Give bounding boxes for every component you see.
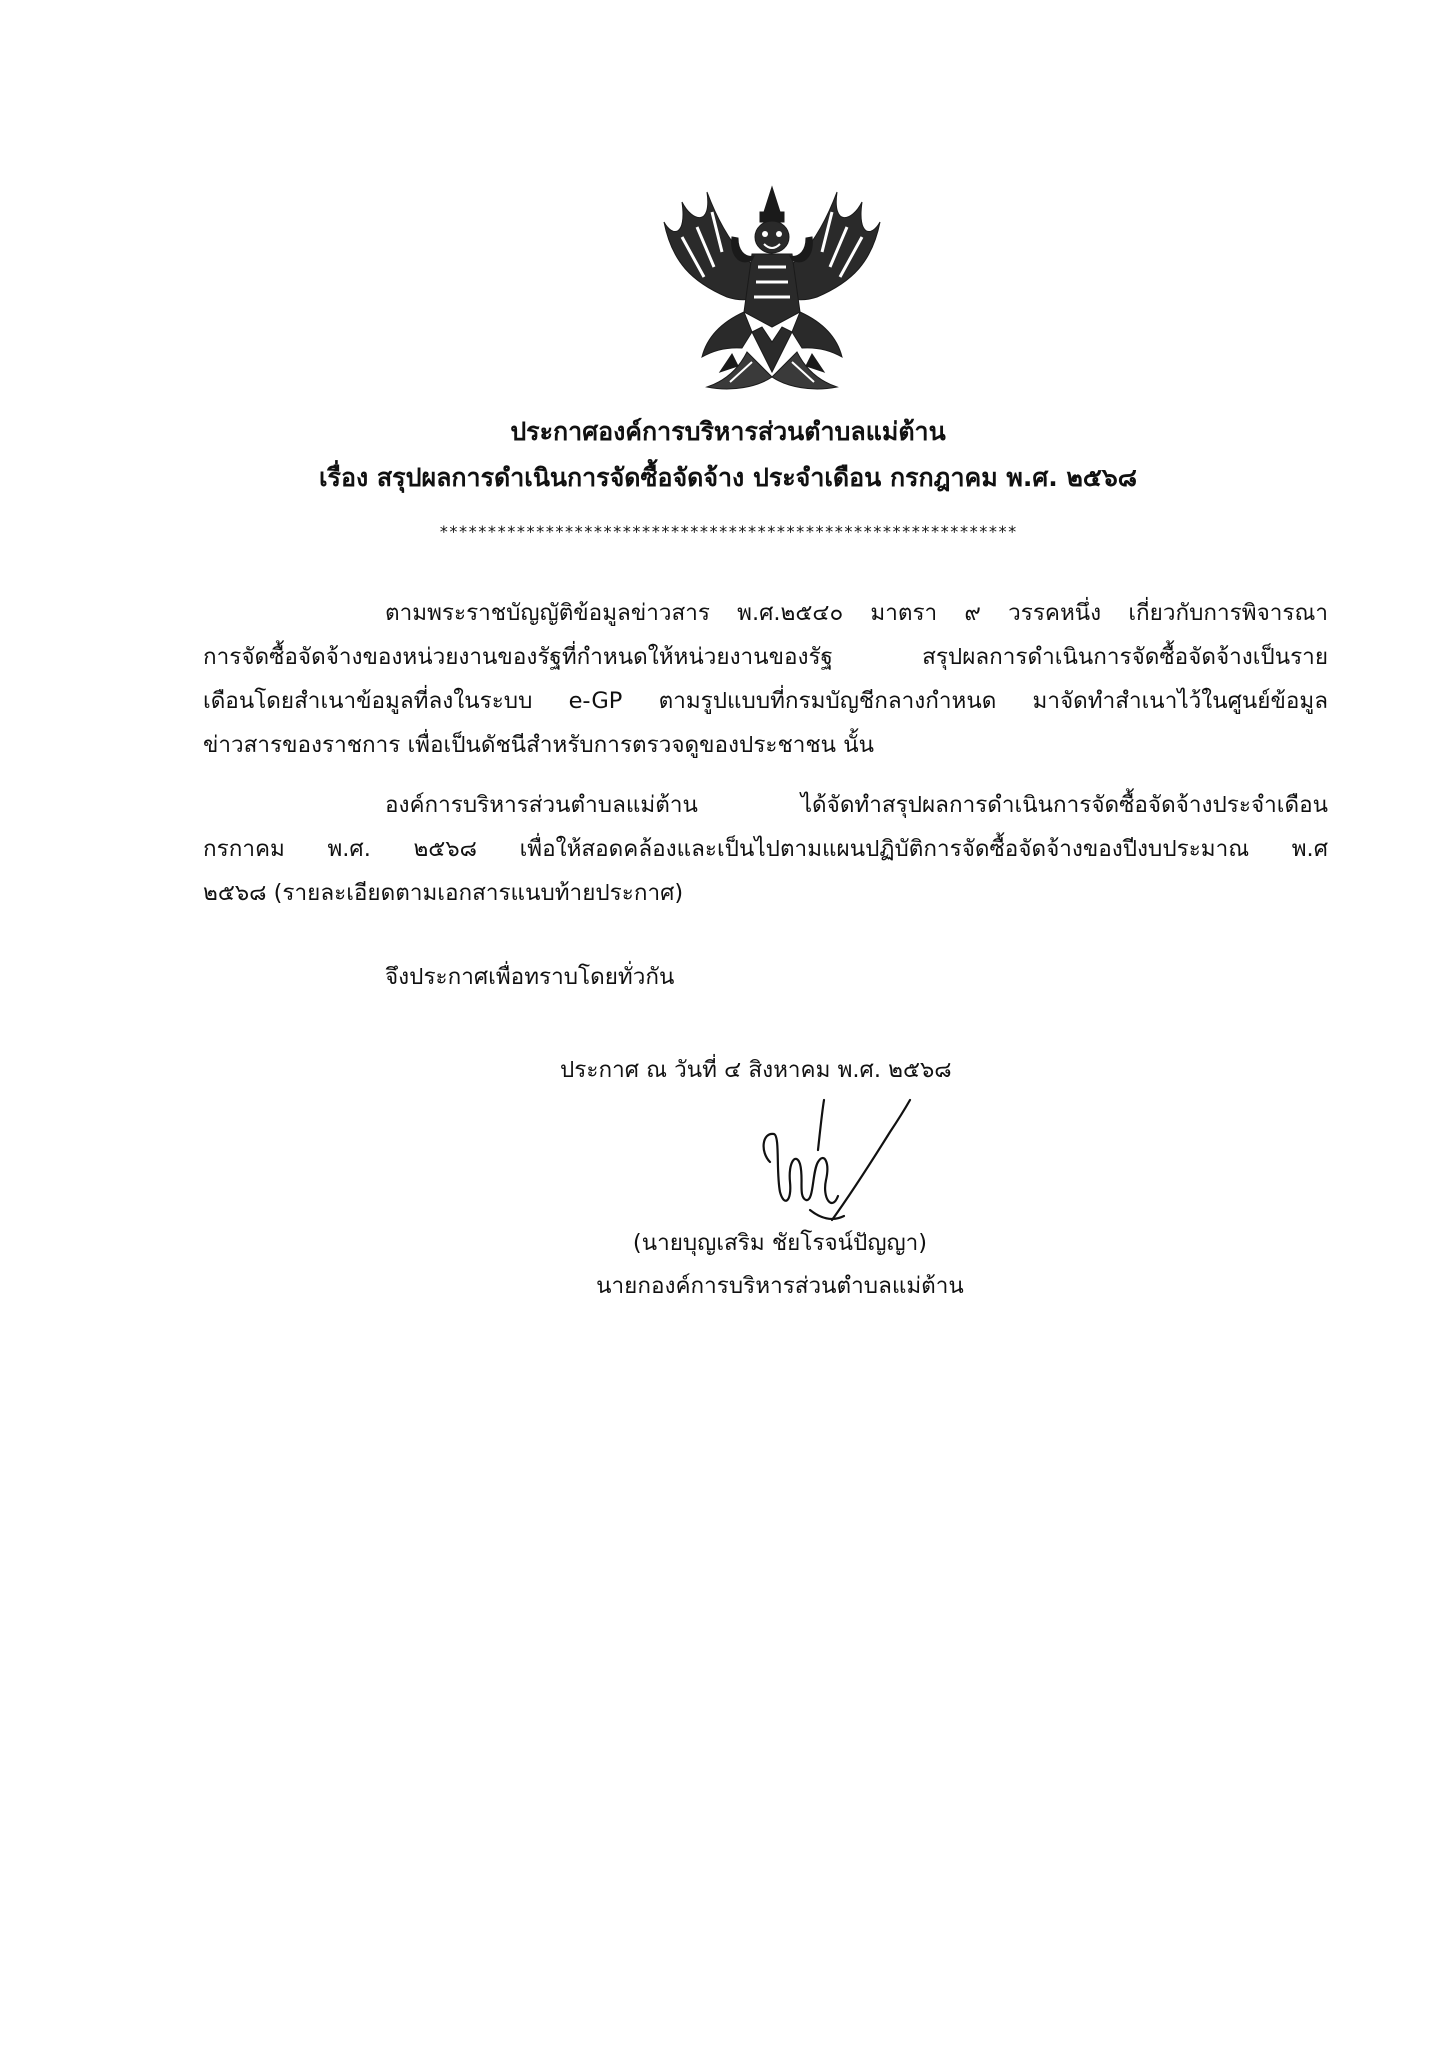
paragraph-1-line: ข่าวสารของราชการ เพื่อเป็นดัชนีสำหรับการตรวจดูของประชาชน นั้น — [203, 732, 874, 758]
closing-statement: จึงประกาศเพื่อทราบโดยทั่วกัน — [385, 964, 675, 990]
paragraph-2-line: องค์การบริหารส่วนตำบลแม่ต้าน ได้จัดทำสรุปผลการดำเนินการจัดซื้อจัดจ้างประจำเดือน — [385, 792, 1328, 818]
signer-name: (นายบุญเสริม ชัยโรจน์ปัญญา) — [632, 1230, 928, 1256]
announcement-date: ประกาศ ณ วันที่ ๔ สิงหาคม พ.ศ. ๒๕๖๘ — [560, 1057, 952, 1083]
paragraph-1-line: ตามพระราชบัญญัติข้อมูลข่าวสาร พ.ศ.๒๕๔๐ มาตรา ๙ วรรคหนึ่ง เกี่ยวกับการพิจารณา — [385, 600, 1328, 626]
paragraph-2-line: ๒๕๖๘ (รายละเอียดตามเอกสารแนบท้ายประกาศ) — [203, 880, 684, 906]
separator-line: ************************************************************ — [439, 522, 1017, 541]
paragraph-1-line: เดือนโดยสำเนาข้อมูลที่ลงในระบบ e-GP ตามรูปแบบที่กรมบัญชีกลางกำหนด มาจัดทำสำเนาไว้ในศูนย์ข้อมูล — [203, 688, 1328, 714]
handwritten-signature — [740, 1092, 920, 1232]
garuda-emblem-icon — [652, 182, 892, 402]
paragraph-1-line: การจัดซื้อจัดจ้างของหน่วยงานของรัฐที่กำหนดให้หน่วยงานของรัฐ สรุปผลการดำเนินการจัดซื้อจัดจ้างเป็นราย — [203, 644, 1328, 670]
announcement-title: ประกาศองค์การบริหารส่วนตำบลแม่ต้าน — [510, 417, 946, 446]
paragraph-2-line: กรกาคม พ.ศ. ๒๕๖๘ เพื่อให้สอดคล้องและเป็นไปตามแผนปฏิบัติการจัดซื้อจัดจ้างของปีงบประมาณ พ.ศ — [203, 836, 1328, 862]
signer-title: นายกองค์การบริหารส่วนตำบลแม่ต้าน — [596, 1273, 964, 1299]
announcement-subject: เรื่อง สรุปผลการดำเนินการจัดซื้อจัดจ้าง ประจำเดือน กรกฎาคม พ.ศ. ๒๕๖๘ — [318, 463, 1137, 492]
